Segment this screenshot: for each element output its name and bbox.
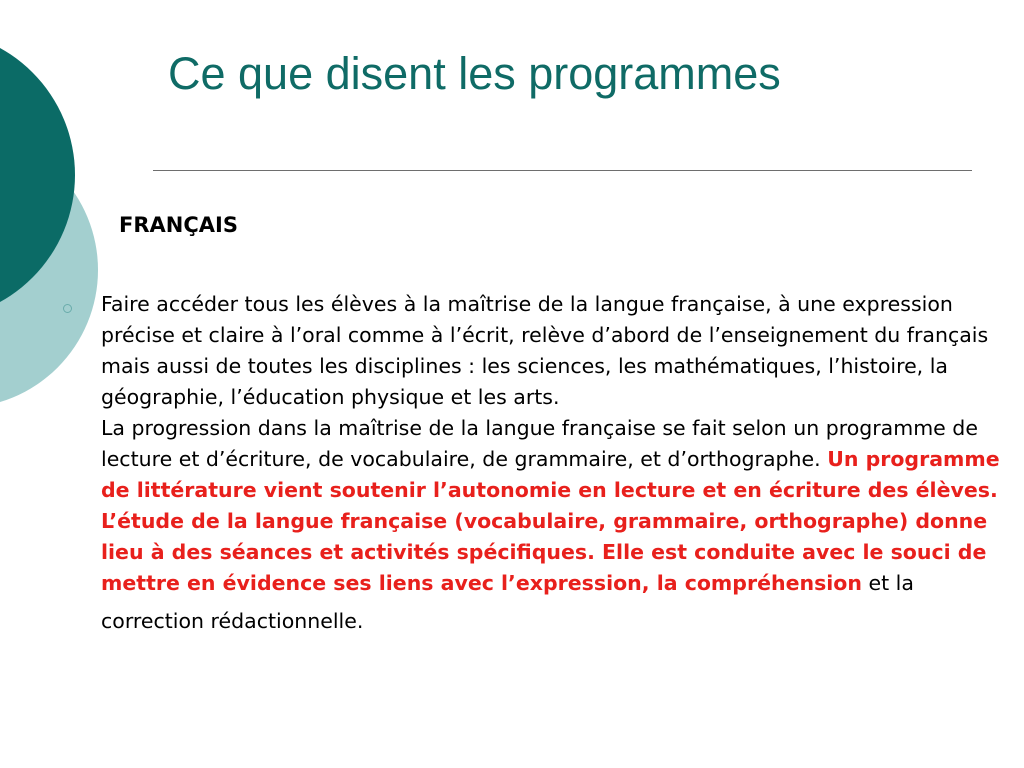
bullet-paragraph [101, 289, 1006, 637]
paragraph-2-emphasis: Un programme de littérature vient soutenir l’autonomie en lecture et en écriture des élèves. L’étude de la langue française (vocabulaire, grammaire, orthographe) donne lieu à des séances et activités spécifiques. Elle est conduite avec le souci de mettre en évidence ses liens avec l’expression, la compréhension [101, 447, 1000, 595]
decorative-circles [0, 0, 110, 420]
paragraph-1: Faire accéder tous les élèves à la maîtrise de la langue française, à une expression précise et claire à l’oral comme à l’écrit, relève d’abord de l’enseignement du français mais aussi de toutes les disciplines : les sciences, les mathématiques, l’histoire, la géographie, l’éducation physique et les arts. [101, 292, 989, 409]
hollow-circle-bullet-icon [63, 304, 72, 313]
title-divider [153, 170, 972, 171]
slide-title: Ce que disent les programmes [168, 48, 781, 99]
paragraph-2-tail-b: correction rédactionnelle. [101, 609, 364, 633]
paragraph-2-plain: La progression dans la maîtrise de la langue française se fait selon un programme de lecture et d’écriture, de vocabulaire, de grammaire, et d’orthographe. [101, 416, 978, 471]
section-heading: FRANÇAIS [119, 213, 238, 237]
paragraph-2-tail-a: et la [868, 571, 914, 595]
